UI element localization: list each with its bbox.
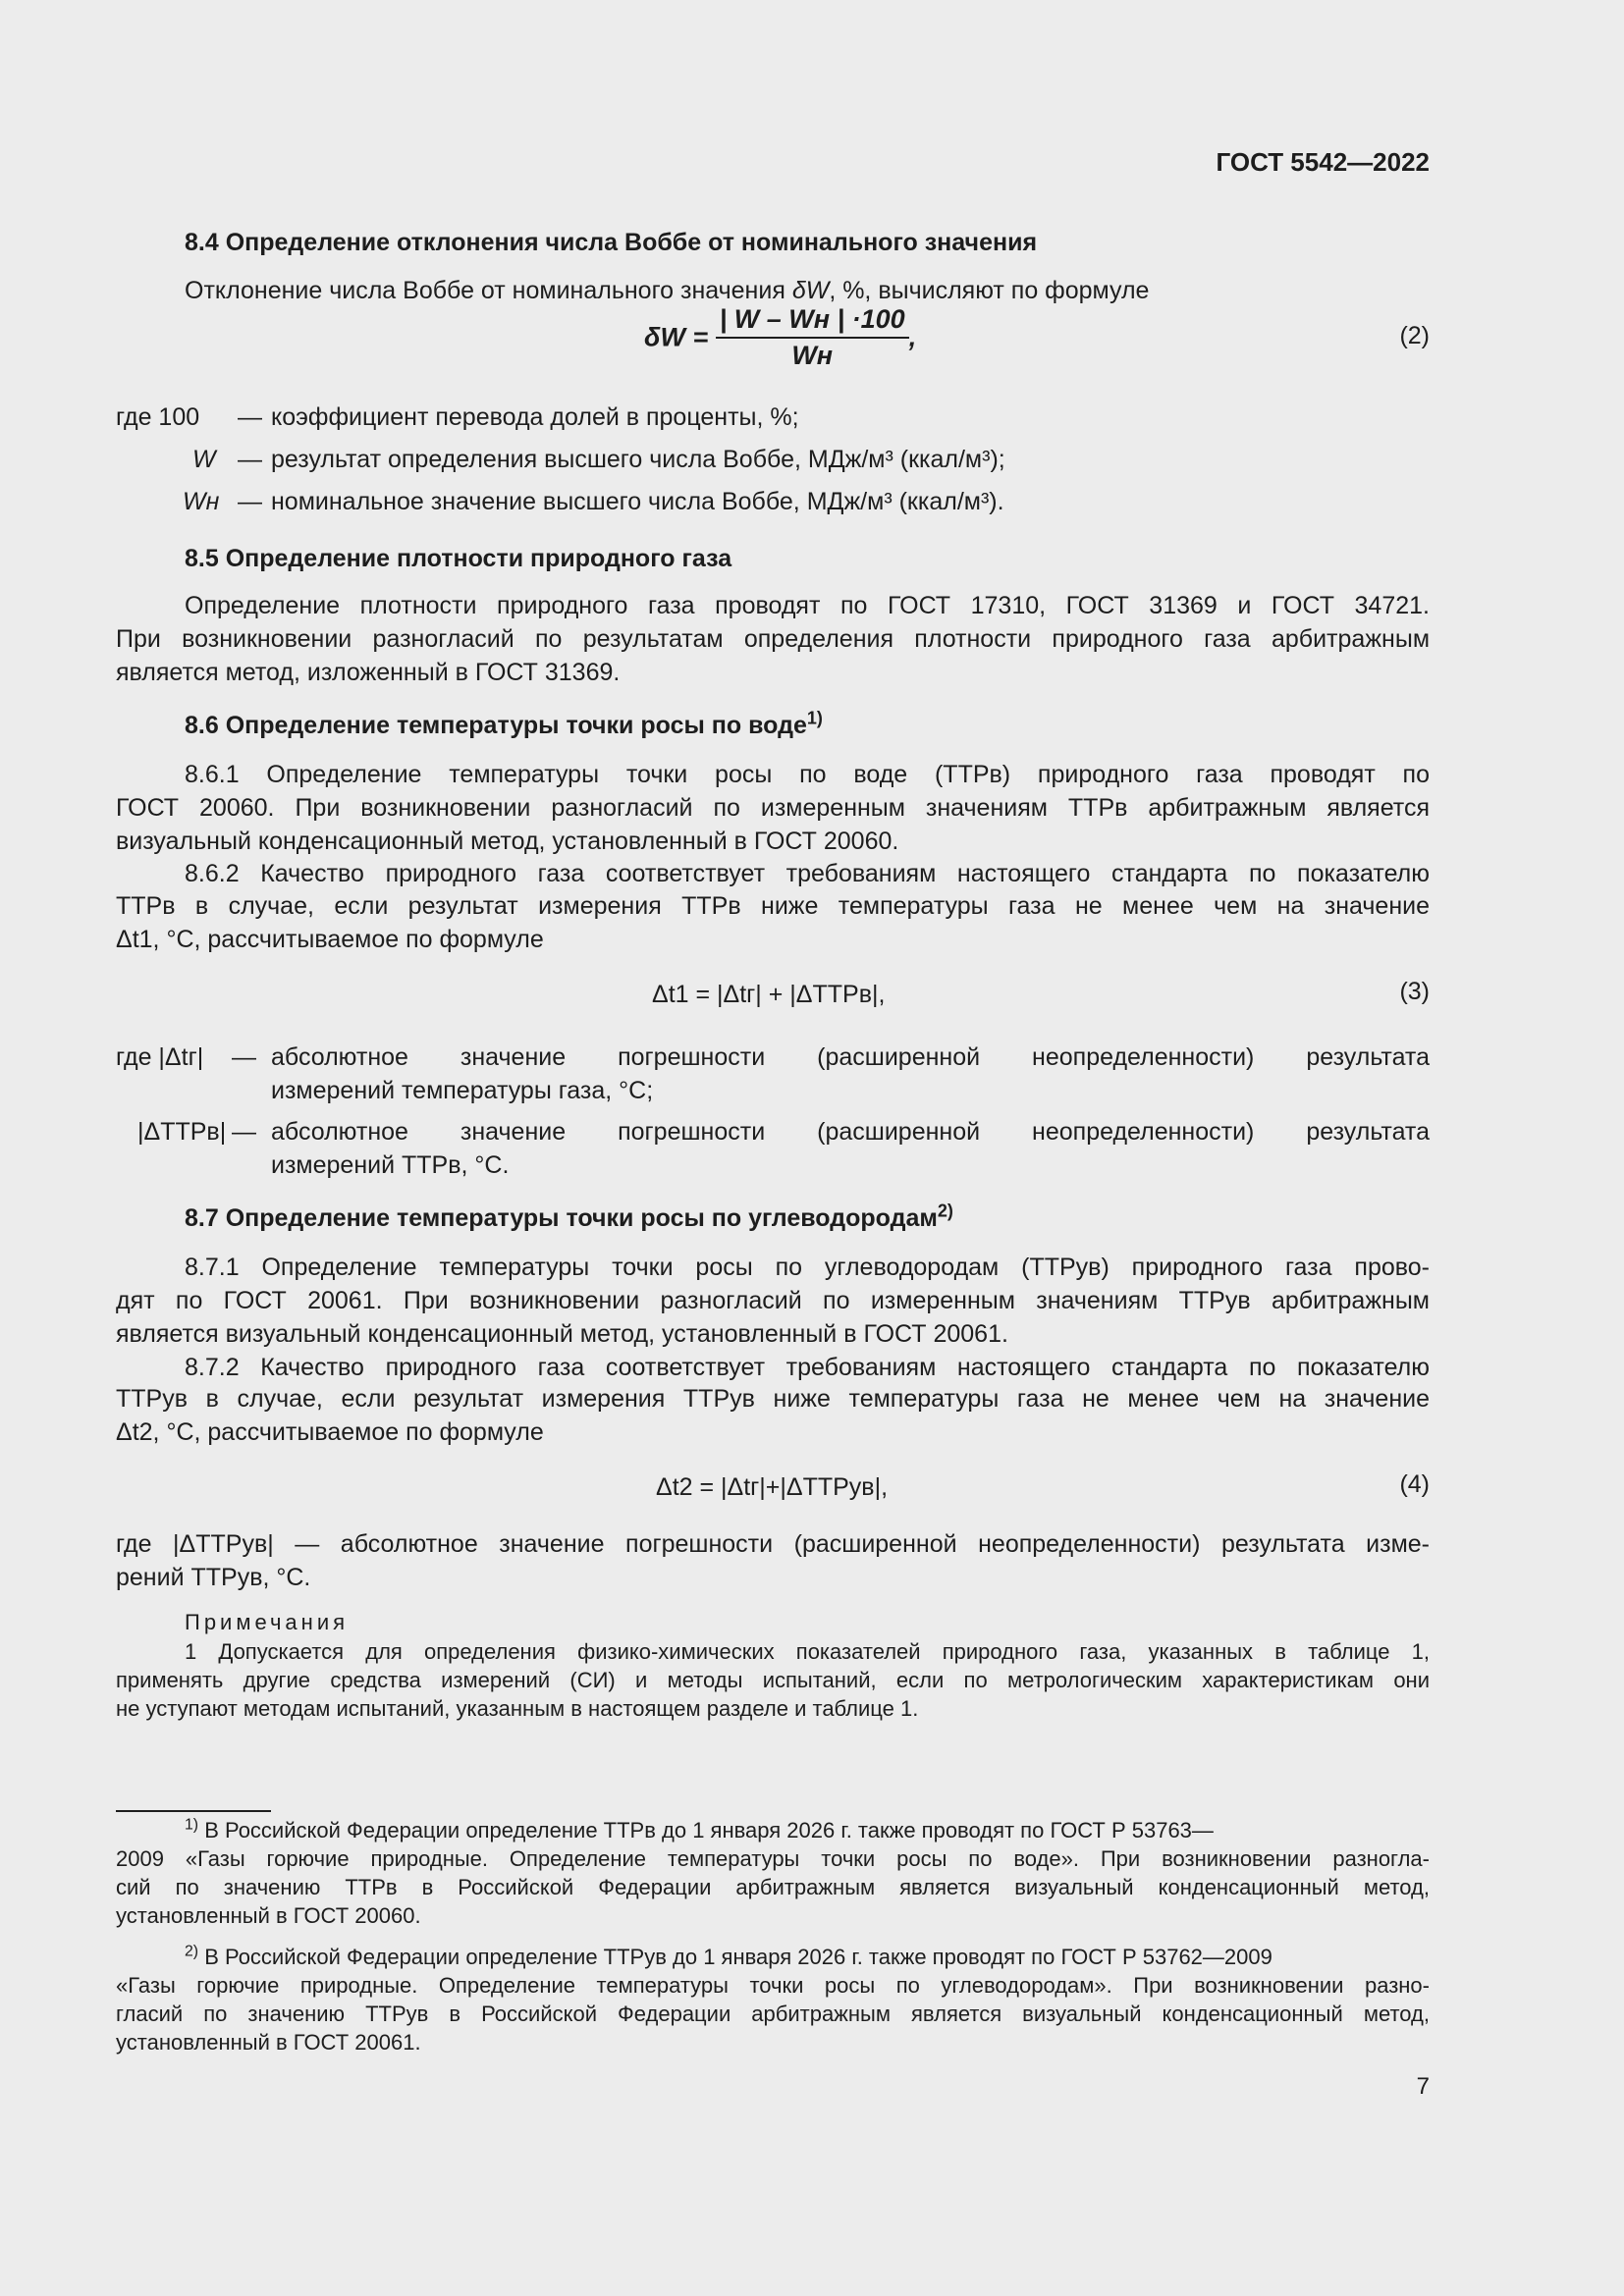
section-8-5-heading: 8.5 Определение плотности природного газа [185,545,732,572]
paragraph-line: ГОСТ 20060. При возникновении разногласий по измеренным значениям ТТРв арбитражным является [116,794,1430,822]
equation-number-4: (4) [1399,1470,1430,1498]
equation-number-2: (2) [1399,322,1430,349]
section-8-4-heading: 8.4 Определение отклонения числа Воббе от номинального значения [185,229,1038,256]
footnote-mark: 2) [185,1943,199,1960]
page-number: 7 [1416,2073,1430,2100]
footnote-1-line: 2009 «Газы горючие природные. Определение температуры точки росы по воде». При возникновении разногла- [116,1846,1430,1871]
note-line: 1 Допускается для определения физико-химических показателей природного газа, указанных в таблице 1, [185,1639,1430,1664]
note-line: применять другие средства измерений (СИ) и методы испытаний, если по метрологическим характеристикам они [116,1668,1430,1692]
footnote-2-line: гласий по значению ТТРув в Российской Федерации арбитражным является визуальный конденсационный метод, [116,2002,1430,2026]
where-text: абсолютное значение погрешности (расширенной неопределенности) результата [271,1118,1430,1146]
where-text: рений ТТРув, °С. [116,1564,311,1591]
footnote-ref: 2) [937,1201,953,1221]
section-8-6-heading: 8.6 Определение температуры точки росы по воде$^{1)}$ [185,708,823,739]
footnote-divider [116,1810,271,1812]
formula-3: Δt1 = |Δtг| + |ΔТТРв|, [652,981,886,1008]
footnote-1-line: установленный в ГОСТ 20060. [116,1903,421,1928]
paragraph-line: является метод, изложенный в ГОСТ 31369. [116,659,621,686]
paragraph-line: При возникновении разногласий по результатам определения плотности природного газа арбитражным [116,625,1430,653]
paragraph-line: Δt1, °С, рассчитываемое по формуле [116,926,544,953]
paragraph-line: ТТРув в случае, если результат измерения ТТРув ниже температуры газа не менее чем на значение [116,1385,1430,1413]
notes-title: Примечания [185,1610,350,1634]
footnote-1-line: сий по значению ТТРв в Российской Федерации арбитражным является визуальный конденсационный метод, [116,1875,1430,1899]
paragraph-line: 8.6.2 Качество природного газа соответствует требованиям настоящего стандарта по показателю [185,860,1430,887]
section-8-4-intro: Отклонение числа Воббе от номинального значения δW, %, вычисляют по формуле [185,277,1150,304]
footnote-1-line: $^{1)}$ В Российской Федерации определение ТТРв до 1 января 2026 г. также проводят по ГОСТ Р 53763— [185,1816,1214,1842]
dash: — [232,1118,256,1146]
paragraph-line: ТТРв в случае, если результат измерения ТТРв ниже температуры газа не менее чем на значение [116,892,1430,920]
footnote-2-line: $^{2)}$ В Российской Федерации определение ТТРув до 1 января 2026 г. также проводят по ГОСТ Р 53762—2009 [185,1943,1272,1969]
note-line: не уступают методам испытаний, указанным в настоящем разделе и таблице 1. [116,1696,919,1721]
paragraph-line: Δt2, °С, рассчитываемое по формуле [116,1418,544,1446]
paragraph-line: Определение плотности природного газа проводят по ГОСТ 17310, ГОСТ 31369 и ГОСТ 34721. [185,592,1430,619]
dash: — [232,1043,256,1071]
formula-2: δW = $\frac{| W - Wн | \cdot 100}{Wн}$ , [644,304,917,370]
where-text: измерений ТТРв, °С. [271,1151,510,1179]
footnote-2-line: «Газы горючие природные. Определение температуры точки росы по углеводородам». При возникновении разно- [116,1973,1430,1998]
where-text: абсолютное значение погрешности (расширенной неопределенности) результата [271,1043,1430,1071]
where-text: измерений температуры газа, °С; [271,1077,654,1104]
where-symbol: где |Δtг| [116,1043,204,1071]
footnote-mark: 1) [185,1816,199,1834]
document-page: ГОСТ 5542—2022 8.4 Определение отклонения числа Воббе от номинального значения Отклонение числа Воббе от номинального значения δW, %, вычисляют по формуле δW = $\frac{| W - Wн | \cdot 100}{Wн}$ , (2) где 100 — коэффициент перевода долей в проценты, %; W — результат определения высшего числа Воббе, МДж/м³ (ккал/м³); Wн — номинальное значение высшего числа Воббе, МДж/м³ (ккал/м³). 8.5 Определение плотности природного газа Определение плотности природного газа проводят по ГОСТ 17310, ГОСТ 31369 и ГОСТ 34721. При возникновении разногласий по результатам определения плотности природного газа арбитражным является метод, изложенный в ГОСТ 31369. 8.6 Определение температуры точки росы по воде$^{1)}$ 8.6.1 Определение температуры точки росы по воде (ТТРв) природного газа проводят по ГОСТ 20060. При возникновении разногласий по измеренным значениям ТТРв арбитражным является визуальный конденсационный метод, установленный в ГОСТ 20060. 8.6.2 Качество природного газа соответствует требованиям настоящего стандарта по показателю ТТРв в случае, если результат измерения ТТРв ниже температуры газа не менее чем на значение Δt1, °С, рассчитываемое по формуле Δt1 = |Δtг| + |ΔТТРв|, (3) где |Δtг| — абсолютное значение погрешности (расширенной неопределенности) результата измерений температуры газа, °С; |ΔТТРв| — абсолютное значение погрешности (расширенной неопределенности) результата измерений ТТРв, °С. 8.7 Определение температуры точки росы по углеводородам$^{2)}$ 8.7.1 Определение температуры точки росы по углеводородам (ТТРув) природного газа прово- дят по ГОСТ 20061. При возникновении разногласий по измеренным значениям ТТРув арбитражным является визуальный конденсационный метод, установленный в ГОСТ 20061. 8.7.2 Качество природного газа соответствует требованиям настоящего стандарта по показателю ТТРув в случае, если результат измерения ТТРув ниже температуры газа не менее чем на значение Δt2, °С, рассчитываемое по формуле Δt2 = |Δtг|+|ΔТТРув|, (4) где |ΔТТРув| — абсолютное значение погрешности (расширенной неопределенности) результата изме- рений ТТРув, °С. Примечания 1 Допускается для определения физико-химических показателей природного газа, указанных в таблице 1, применять другие средства измерений (СИ) и методы испытаний, если по метрологическим характеристикам они не уступают методам испытаний, указанным в настоящем разделе и таблице 1. $^{1)}$ В Российской Федерации определение ТТРв до 1 января 2026 г. также проводят по ГОСТ Р 53763— 2009 «Газы горючие природные. Определение температуры точки росы по воде». При возникновении разногла- сий по значению ТТРв в Российской Федерации арбитражным является визуальный конденсационный метод, установленный в ГОСТ 20060. $^{2)}$ В Российской Федерации определение ТТРув до 1 января 2026 г. также проводят по ГОСТ Р 53762—2009 «Газы горючие природные. Определение температуры точки росы по углеводородам». При возникновении разно- гласий по значению ТТРув в Российской Федерации арбитражным является визуальный конденсационный метод, установленный в ГОСТ 20061. 7 [116,147,1430,2100]
formula-4: Δt2 = |Δtг|+|ΔТТРув|, [656,1473,889,1501]
paragraph-line: 8.7.1 Определение температуры точки росы по углеводородам (ТТРув) природного газа прово- [185,1254,1430,1281]
standard-header: ГОСТ 5542—2022 [1216,147,1430,177]
section-8-7-heading: 8.7 Определение температуры точки росы по углеводородам$^{2)}$ [185,1201,953,1232]
footnote-2-line: установленный в ГОСТ 20061. [116,2030,421,2055]
paragraph-line: 8.7.2 Качество природного газа соответствует требованиям настоящего стандарта по показателю [185,1354,1430,1381]
paragraph-line: дят по ГОСТ 20061. При возникновении разногласий по измеренным значениям ТТРув арбитражным [116,1287,1430,1314]
paragraph-line: визуальный конденсационный метод, установленный в ГОСТ 20060. [116,828,899,855]
where-text: где |ΔТТРув| — абсолютное значение погрешности (расширенной неопределенности) результата изме- [116,1530,1430,1558]
paragraph-line: 8.6.1 Определение температуры точки росы по воде (ТТРв) природного газа проводят по [185,761,1430,788]
equation-number-3: (3) [1399,978,1430,1005]
where-symbol: |ΔТТРв| [137,1118,227,1146]
footnote-ref: 1) [806,708,823,728]
paragraph-line: является визуальный конденсационный метод, установленный в ГОСТ 20061. [116,1320,1008,1348]
